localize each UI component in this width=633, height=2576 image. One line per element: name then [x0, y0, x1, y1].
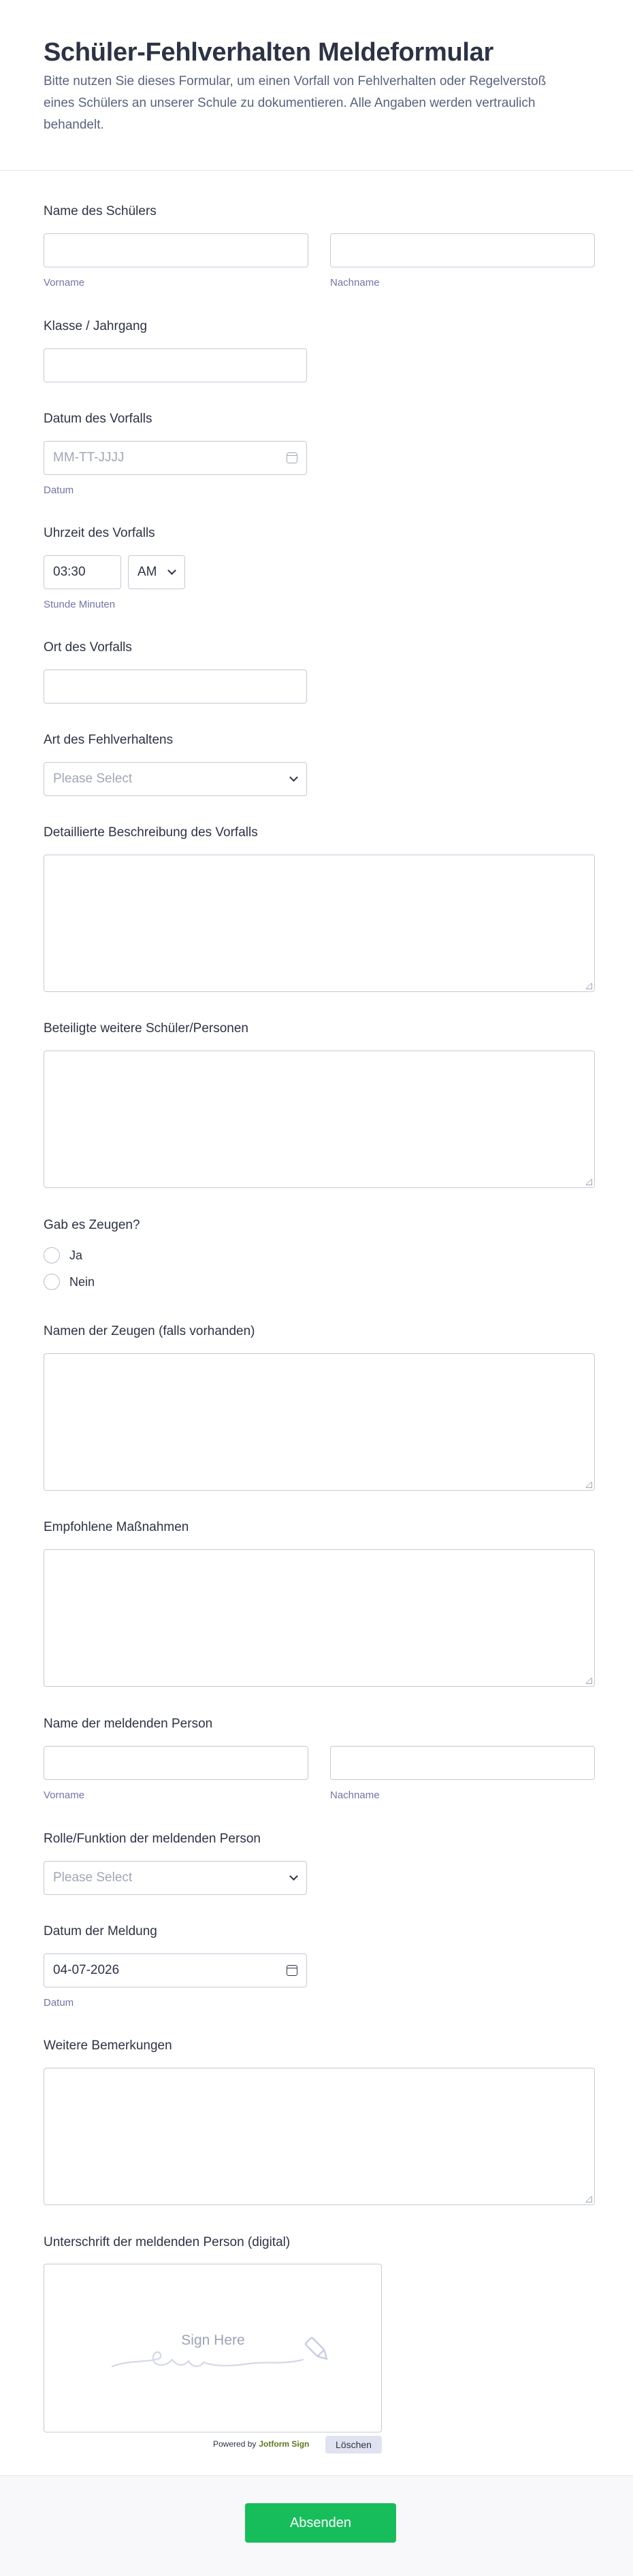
ampm-value: AM: [137, 565, 157, 579]
calendar-icon[interactable]: [287, 1965, 297, 1976]
report-date-field: [44, 1924, 595, 2013]
student-last-name-sublabel: Nachname: [330, 277, 380, 288]
signature-hint-text: Sign Here: [181, 2332, 245, 2348]
location-input[interactable]: [44, 670, 307, 704]
reporter-name-field: [44, 1717, 595, 1805]
report-date-label: Datum der Meldung: [44, 1924, 157, 1938]
witnesses-option-ja[interactable]: [44, 1246, 82, 1264]
misconduct-type-placeholder: Please Select: [53, 772, 133, 786]
description-label: Detaillierte Beschreibung des Vorfalls: [44, 825, 258, 840]
signature-field: [44, 2235, 595, 2456]
incident-time-label: Uhrzeit des Vorfalls: [44, 526, 155, 540]
measures-label: Empfohlene Maßnahmen: [44, 1520, 189, 1534]
class-field: [44, 319, 595, 384]
misconduct-type-select[interactable]: [44, 762, 307, 796]
reporter-role-select[interactable]: [44, 1861, 307, 1895]
witnesses-option-nein[interactable]: [44, 1273, 95, 1291]
reporter-first-name-input[interactable]: [44, 1746, 308, 1780]
remarks-label: Weitere Bemerkungen: [44, 2038, 172, 2053]
witness-names-textarea[interactable]: [44, 1353, 595, 1491]
reporter-last-name-sublabel: Nachname: [330, 1789, 380, 1801]
reporter-role-field: [44, 1832, 595, 1896]
signature-clear-button[interactable]: Löschen: [325, 2436, 382, 2454]
incident-date-placeholder: MM-TT-JJJJ: [53, 450, 125, 465]
measures-field: [44, 1520, 595, 1690]
description-field: [44, 825, 595, 995]
calendar-icon[interactable]: [287, 452, 297, 463]
form-footer: [0, 2475, 633, 2576]
incident-time-field: [44, 526, 595, 614]
chevron-down-icon: [289, 773, 298, 782]
radio-label: Ja: [69, 1248, 83, 1262]
witness-names-field: [44, 1324, 595, 1494]
class-input[interactable]: [44, 348, 307, 382]
report-date-sublabel: Datum: [44, 1997, 74, 2009]
incident-date-sublabel: Datum: [44, 484, 74, 496]
remarks-field: [44, 2038, 595, 2209]
submit-button[interactable]: Absenden: [245, 2503, 396, 2543]
misconduct-type-field: [44, 733, 595, 797]
involved-textarea[interactable]: [44, 1051, 595, 1188]
report-date-input[interactable]: [44, 1953, 307, 1987]
remarks-textarea[interactable]: [44, 2068, 595, 2205]
student-name-field: [44, 204, 595, 293]
involved-field: [44, 1021, 595, 1191]
description-textarea[interactable]: [44, 855, 595, 992]
student-first-name-input[interactable]: [44, 233, 308, 267]
form-header: [0, 0, 633, 171]
signature-pad[interactable]: [44, 2264, 382, 2432]
form-description: Bitte nutzen Sie dieses Formular, um einen Vorfall von Fehlverhalten oder Regelverstoß eines Schülers an unserer Schule zu dokumentieren. Alle Angaben werden vertraulich behandelt.: [44, 74, 547, 132]
incident-time-sublabel: Stunde Minuten: [44, 599, 116, 610]
jotform-sign-brand: Jotform Sign: [259, 2439, 310, 2449]
incident-time-input[interactable]: [44, 555, 121, 589]
chevron-down-icon: [167, 566, 176, 575]
signature-powered-by: [213, 2436, 309, 2452]
witnesses-field: [44, 1218, 595, 1296]
ampm-select[interactable]: [128, 555, 185, 589]
location-label: Ort des Vorfalls: [44, 640, 132, 655]
reporter-name-label: Name der meldenden Person: [44, 1717, 213, 1731]
form-title: Schüler-Fehlverhalten Meldeformular: [44, 38, 493, 67]
student-name-label: Name des Schülers: [44, 204, 157, 218]
chevron-down-icon: [289, 1872, 298, 1881]
report-date-value: 04-07-2026: [53, 1963, 120, 1977]
incident-date-input[interactable]: [44, 441, 307, 475]
powered-by-text: Powered by: [213, 2439, 257, 2449]
reporter-role-placeholder: Please Select: [53, 1870, 133, 1885]
reporter-first-name-sublabel: Vorname: [44, 1789, 85, 1801]
signature-hint-graphic: [44, 2264, 383, 2433]
radio-button[interactable]: [44, 1274, 60, 1290]
radio-button[interactable]: [44, 1247, 60, 1264]
misconduct-type-label: Art des Fehlverhaltens: [44, 733, 174, 747]
involved-label: Beteiligte weitere Schüler/Personen: [44, 1021, 249, 1036]
incident-date-label: Datum des Vorfalls: [44, 412, 152, 426]
witness-names-label: Namen der Zeugen (falls vorhanden): [44, 1324, 255, 1338]
student-last-name-input[interactable]: [330, 233, 595, 267]
reporter-last-name-input[interactable]: [330, 1746, 595, 1780]
student-first-name-sublabel: Vorname: [44, 277, 85, 288]
class-label: Klasse / Jahrgang: [44, 319, 148, 333]
witnesses-label: Gab es Zeugen?: [44, 1218, 140, 1232]
incident-date-field: [44, 412, 595, 500]
radio-label: Nein: [69, 1274, 95, 1289]
reporter-role-label: Rolle/Funktion der meldenden Person: [44, 1832, 261, 1846]
signature-label: Unterschrift der meldenden Person (digital): [44, 2235, 291, 2249]
measures-textarea[interactable]: [44, 1549, 595, 1687]
location-field: [44, 640, 595, 705]
incident-time-value: 03:30: [53, 565, 86, 579]
